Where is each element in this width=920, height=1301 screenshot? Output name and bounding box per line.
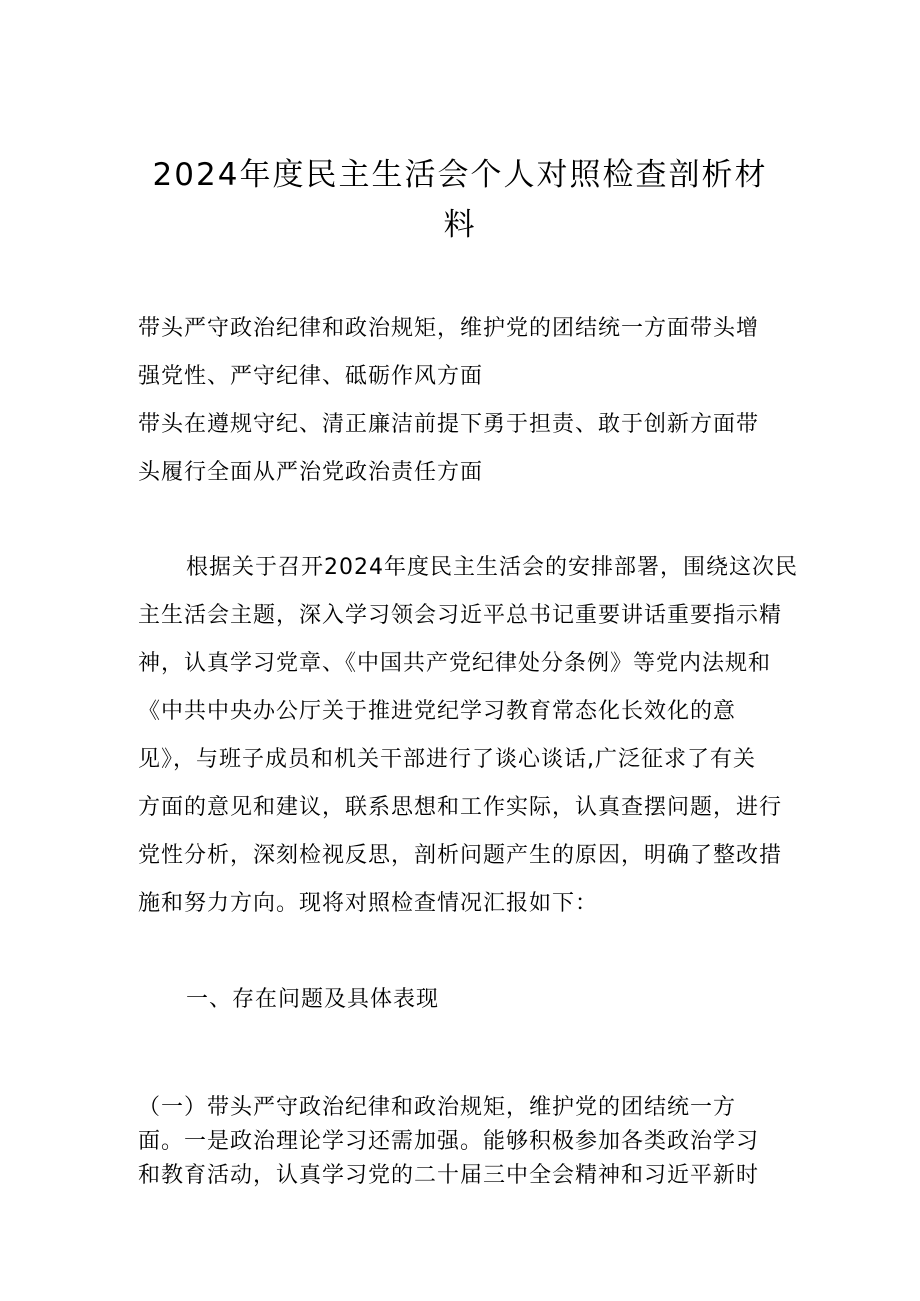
intro-line: 根据关于召开2024年度民主生活会的安排部署，围绕这次民 xyxy=(186,555,798,580)
title-line-2: 料 xyxy=(443,207,477,243)
intro-line: 见》，与班子成员和机关干部进行了谈心谈话,广泛征求了有关 xyxy=(138,747,756,772)
intro-line: 党性分析，深刻检视反思，剖析问题产生的原因，明确了整改措 xyxy=(138,843,783,868)
toc-line: 强党性、严守纪律、砥砺作风方面 xyxy=(138,364,484,389)
title-line-1: 2024年度民主生活会个人对照检查剖析材 xyxy=(152,157,768,193)
toc-line: 头履行全面从严治党政治责任方面 xyxy=(138,460,484,485)
document-title xyxy=(140,150,780,250)
toc-line: 带头在遵规守纪、清正廉洁前提下勇于担责、敢于创新方面带 xyxy=(138,412,760,437)
section-heading: 一、存在问题及具体表现 xyxy=(186,987,440,1012)
subsection-line: 面。一是政治理论学习还需加强。能够积极参加各类政治学习 xyxy=(138,1129,760,1154)
subsection-line: 和教育活动，认真学习党的二十届三中全会精神和习近平新时 xyxy=(138,1163,760,1188)
intro-line: 施和努力方向。现将对照检查情况汇报如下： xyxy=(138,891,599,916)
toc-line: 带头严守政治纪律和政治规矩，维护党的团结统一方面带头增 xyxy=(138,316,760,341)
intro-line: 神，认真学习党章、《中国共产党纪律处分条例》等党内法规和 xyxy=(138,651,772,676)
intro-line: 主生活会主题，深入学习领会习近平总书记重要讲话重要指示精 xyxy=(138,603,783,628)
subsection-line: （一）带头严守政治纪律和政治规矩，维护党的团结统一方 xyxy=(138,1095,737,1120)
intro-line: 方面的意见和建议，联系思想和工作实际，认真查摆问题，进行 xyxy=(138,795,783,820)
intro-line: 《中共中央办公厅关于推进党纪学习教育常态化长效化的意 xyxy=(138,699,737,724)
